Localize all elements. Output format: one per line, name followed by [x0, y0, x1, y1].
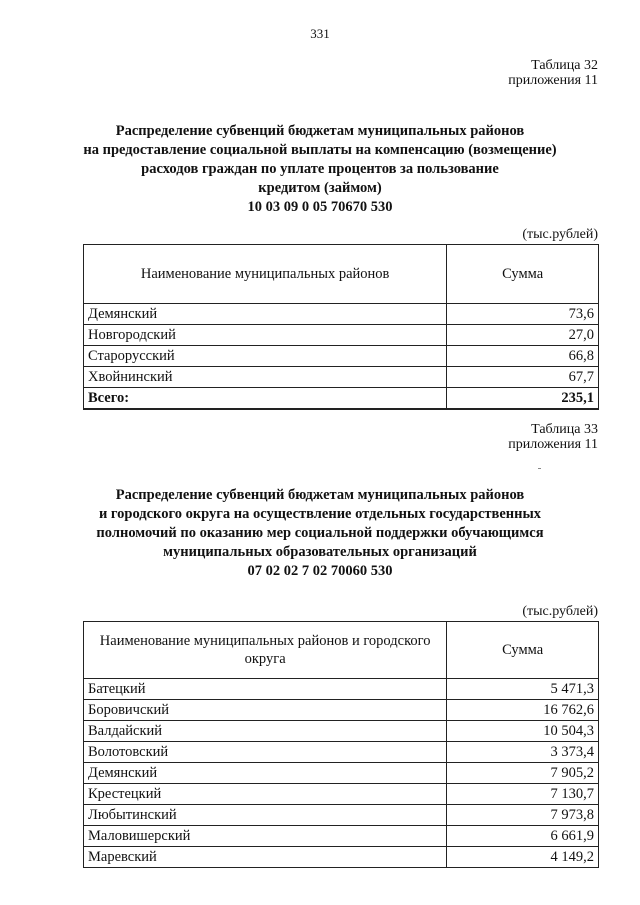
district-amount: 4 149,2 [447, 847, 599, 868]
district-name: Волотовский [84, 742, 447, 763]
table33-caption-line1: Таблица 33 [531, 422, 598, 437]
table-row [84, 784, 599, 805]
table32-header-name: Наименование муниципальных районов [84, 245, 447, 304]
table33 [83, 621, 599, 868]
table33-header-sum: Сумма [447, 622, 599, 679]
district-name: Боровичский [84, 700, 447, 721]
table-row [84, 679, 599, 700]
district-name: Старорусский [84, 346, 447, 367]
table32-budget-code: 10 03 09 0 05 70670 530 [247, 199, 393, 215]
district-name: Маревский [84, 847, 447, 868]
table32-caption-line1: Таблица 32 [531, 58, 598, 73]
district-amount: 7 130,7 [447, 784, 599, 805]
table32 [83, 244, 599, 410]
district-amount: 66,8 [447, 346, 599, 367]
table-row [84, 367, 599, 388]
district-name: Любытинский [84, 805, 447, 826]
table32-title-line: расходов граждан по уплате процентов за пользование [141, 161, 499, 177]
table-row [84, 742, 599, 763]
table32-title-line: Распределение субвенций бюджетам муниципальных районов [115, 123, 525, 139]
district-amount: 5 471,3 [447, 679, 599, 700]
table32-total-row [84, 388, 599, 410]
district-amount: 7 905,2 [447, 763, 599, 784]
district-name: Батецкий [84, 679, 447, 700]
table-row [84, 763, 599, 784]
district-name: Хвойнинский [84, 367, 447, 388]
table33-unit: (тыс.рублей) [522, 604, 598, 619]
district-amount: 6 661,9 [447, 826, 599, 847]
district-amount: 3 373,4 [447, 742, 599, 763]
district-name: Маловишерский [84, 826, 447, 847]
district-name: Валдайский [84, 721, 447, 742]
table-row [84, 805, 599, 826]
table33-header-row [84, 622, 599, 679]
district-amount: 7 973,8 [447, 805, 599, 826]
table-row [84, 325, 599, 346]
table32-title-line: на предоставление социальной выплаты на компенсацию (возмещение) [83, 142, 557, 158]
district-amount: 10 504,3 [447, 721, 599, 742]
table33-title [60, 486, 580, 581]
table33-header-name: Наименование муниципальных районов и городского округа [84, 622, 447, 679]
table33-title-line: муниципальных образовательных организаций [163, 544, 477, 560]
district-amount: 67,7 [447, 367, 599, 388]
table33-caption-line2: приложения 11 [508, 437, 598, 452]
total-label: Всего: [84, 388, 447, 410]
district-name: Крестецкий [84, 784, 447, 805]
total-amount: 235,1 [447, 388, 599, 410]
district-amount: 27,0 [447, 325, 599, 346]
table32-caption [508, 58, 598, 88]
district-name: Демянский [84, 304, 447, 325]
table32-caption-line2: приложения 11 [508, 73, 598, 88]
table-row [84, 721, 599, 742]
table32-unit: (тыс.рублей) [522, 227, 598, 242]
table-row [84, 826, 599, 847]
table33-title-line: полномочий по оказанию мер социальной поддержки обучающимся [96, 525, 544, 541]
district-amount: 16 762,6 [447, 700, 599, 721]
table-row [84, 700, 599, 721]
table32-header-row [84, 245, 599, 304]
table32-title-line: кредитом (займом) [258, 180, 382, 196]
table33-title-line: и городского округа на осуществление отдельных государственных [98, 506, 542, 522]
table33-title-line: Распределение субвенций бюджетам муниципальных районов [115, 487, 525, 503]
table-row [84, 304, 599, 325]
table33-budget-code: 07 02 02 7 02 70060 530 [247, 563, 393, 579]
table-row [84, 346, 599, 367]
table-row [84, 847, 599, 868]
table32-header-sum: Сумма [447, 245, 599, 304]
table32-title [60, 122, 580, 217]
district-name: Демянский [84, 763, 447, 784]
table33-caption [508, 422, 598, 452]
district-amount: 73,6 [447, 304, 599, 325]
scan-speck [538, 468, 541, 469]
page-number: 331 [310, 26, 330, 41]
district-name: Новгородский [84, 325, 447, 346]
